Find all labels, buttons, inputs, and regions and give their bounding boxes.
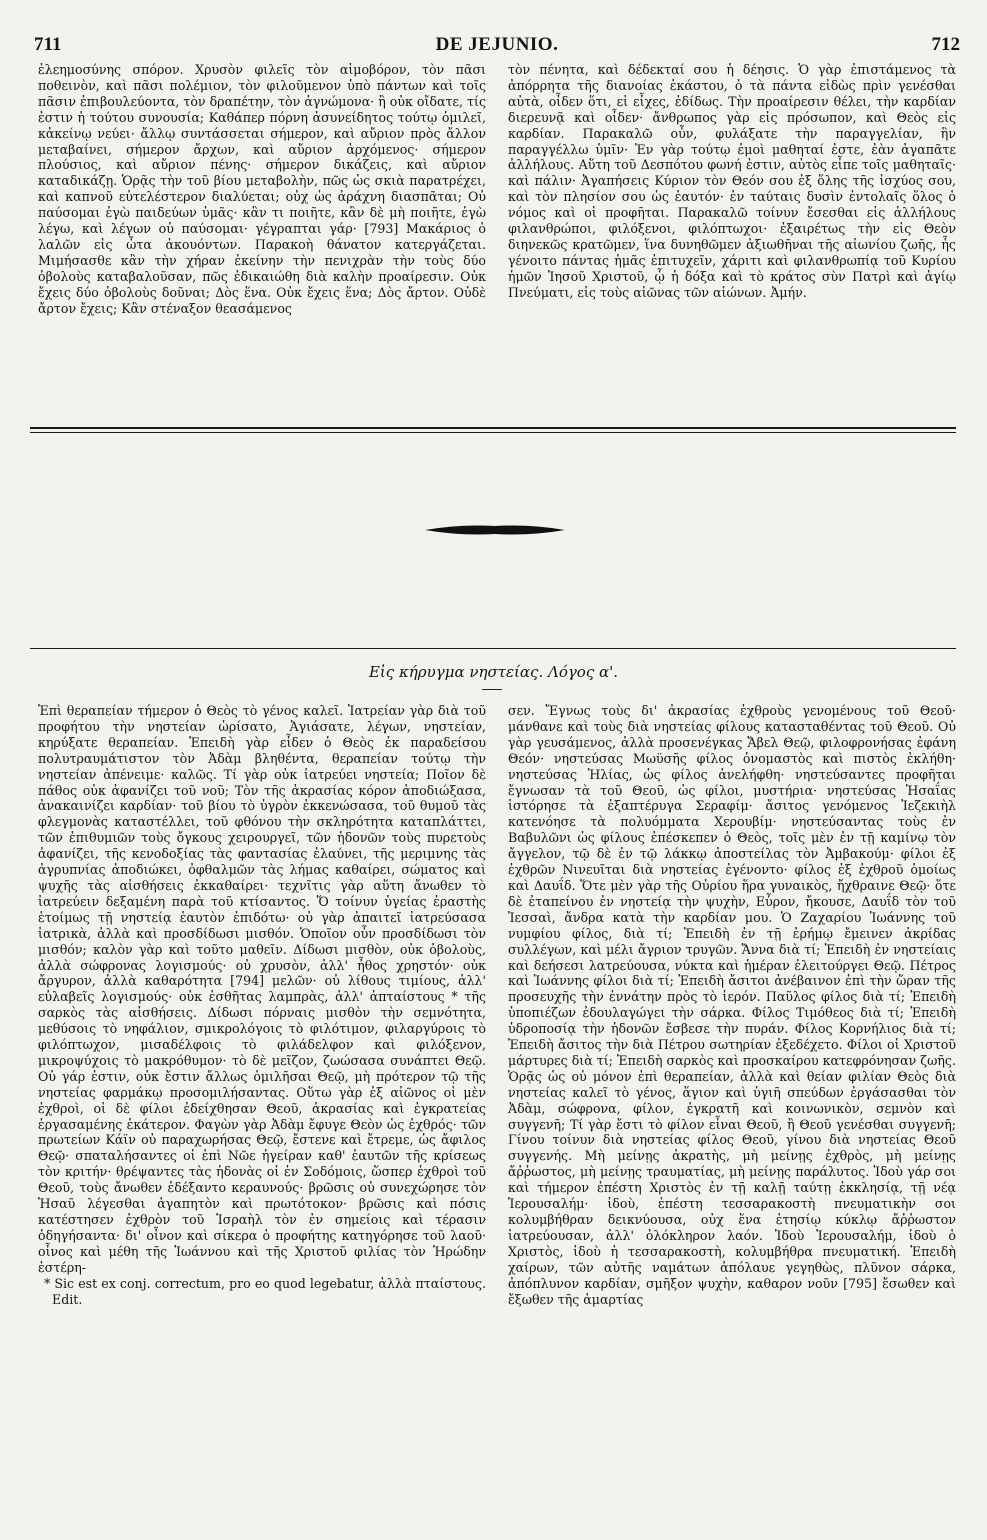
bottom-left-text: Ἐπὶ θεραπείαν τήμερον ὁ Θεὸς τὸ γένος καλεῖ. Ἰατρείαν γὰρ διὰ τοῦ προφήτου τὴν νηστείαν ὡρίσατο, Ἁγιάσατε, λέγων, νηστείαν, κηρύξατε θεραπείαν. Ἐπειδὴ γὰρ εἶδεν ὁ Θεὸς ἐκ παραδείσου πολυτραυμάτιστον τὸν Ἀδὰμ βληθέντα, θεραπείαν τούτῳ τὴν νηστείαν ἀπένειμε· καλῶς. Τί γὰρ οὐκ ἰατρεύει νηστεία; Ποῖον δὲ πάθος οὐκ ἀφανίζει τοῦ νοῦ; Τὸν τῆς ἀκρασίας κόρον ἀποδιώξασα, ἀνακαινίζει καρδίαν· τοῦ βίου τὸ ὑγρὸν ἐκκενώσασα, τοῦ θυμοῦ τὰς φλεγμονὰς καταστέλλει, τοῦ φθόνου τὴν σκληρότητα καταπλάττει, τῶν ἐπιθυμιῶν τοὺς ὄγκους χειρουργεῖ, τῶν ἡδονῶν τοὺς πυρετοὺς ἀφανίζει, τῆς κενοδοξίας τὰς φαντασίας ἐλαύνει, τῆς μεριμνης τὰς ἀγρυπνίας ἀποδιώκει, ὀφθαλμῶν τὰς λήμας καθαίρει, σώματος καὶ ψυχῆς τὰς αἰσθήσεις ἐκκαθαίρει· τεχνῖτις γὰρ αὕτη ἄνωθεν τὸ ἰατρεύειν δεξαμένη παρὰ τοῦ κτίσαντος. Ὅ τοίνυν ὑγείας ἐραστὴς ἑτοίμως τῇ νηστείᾳ ἑαυτὸν ἐπιδότω· οὐ γὰρ ἀπαιτεῖ ἰατρεύσασα ἰατρικὰ, ἀλλὰ καὶ προσδίδωσι μισθόν. Ὁποῖον οὖν προσδίδωσι τὸν μισθόν; καλὸν γὰρ καὶ τοῦτο μαθεῖν. Δίδωσι μισθὸν, οὐκ ὀβολοὺς, ἀλλὰ σώφρονας λογισμούς· οὐ χρυσὸν, ἀλλ' ἦθος χρηστόν· οὐκ ἄργυρον, ἀλλὰ καθαρότητα [794] μελῶν· οὐ λίθους τιμίους, ἀλλ' εὐλαβεῖς λογισμούς· οὐκ ἐσθῆτας λαμπρὰς, ἀλλ' ἀπταίστους * τῆς σαρκὸς τὰς αἰσθήσεις. Δίδωσι πόρναις μισθὸν τὴν σεμνότητα, μεθύσοις τὸ νηφάλιον, σμικρολόγοις τὸ φιλότιμον, φιλαργύροις τὸ φιλόπτωχον, μισαδέλφοις τὸ φιλάδελφον καὶ φιλόξενον, μικροψύχοις τὸ μακρόθυμον· τὸ δὲ μεῖζον, ζωώσασα συνάπτει Θεῷ. Οὐ γάρ ἐστιν, οὐκ ἔστιν ἄλλως ὁμιλῆσαι Θεῷ, μὴ πρότερον τῷ τῆς νηστείας φαρμάκῳ προσομιλήσαντας. Οὕτω γὰρ ἐξ αἰῶνος οἱ μὲν ἐχθροὶ, οἱ δὲ φίλοι ἐδείχθησαν Θεοῦ, ἀκρασίας καὶ ἐγκρατείας ἐργασαμένης ἑκάτερον. Φαγὼν γὰρ Ἀδὰμ ἔφυγε Θεὸν ὡς ἐχθρός· τῶν πρωτείων Κάϊν οὐ παραχωρήσας Θεῷ, ἔστενε καὶ ἔτρεμε, ὡς ἄφιλος Θεῷ· σπαταλήσαντες οἱ ἐπὶ Νῶε ἠγείραν καθ' ἑαυτῶν τῆς κρίσεως τὸν κριτήν· θρέψαντες τὰς ἡδονὰς οἱ ἐν Σοδόμοις, ὥσπερ ἐχθροὶ τοῦ Θεοῦ, τοὺς ἄνωθεν ἐδέξαντο κεραυνούς· βρῶσις οὐ συνεχώρησε τὸν Ἠσαῦ λέγεσθαι ἀγαπητὸν καὶ πρωτότοκον· βρῶσις καὶ πόσις κατέστησεν ἐχθρὸν τοῦ Ἰσραὴλ τὸν ἐν σημείοις καὶ τέρασιν ὁδηγήσαντα· δι' οἶνον καὶ σίκερα ὁ προφήτης κατηγόρησε τοῦ λαοῦ· οἶνος καὶ μέθη τῆς Ἰωάννου καὶ τῆς Χριστοῦ φιλίας τὸν Ἡρώδην ἐστέρη- (38, 703, 486, 1275)
page-number-right: 712 (931, 34, 960, 55)
running-title: DE JEJUNIO. (435, 34, 559, 55)
bottom-right-column (508, 703, 956, 1523)
ornament-divider (425, 523, 565, 537)
footnote: * Sic est ex conj. correctum, pro eo quod legebatur, ἀλλὰ πταίστους. Edit. (44, 1275, 486, 1307)
double-rule-bottom (30, 432, 956, 433)
bottom-right-text: σεν. Ἔγνως τοὺς δι' ἀκρασίας ἐχθροὺς γενομένους τοῦ Θεοῦ· μάνθανε καὶ τοὺς διὰ νηστείας φίλους κατασταθέντας τοῦ Θεοῦ. Οὐ γὰρ γευσάμενος, ἀλλὰ προσενέγκας Ἄβελ Θεῷ, φιλοφρονήσας ἐφάνη Θεόν· νηστεύσας Μωϋσῆς φίλος ὀνομαστὸς καὶ πιστὸς ἐκλήθη· νηστεύσας Ἠλίας, ὡς φίλος ἀνελήφθη· νηστεύσαντες προφῆται ἔγνωσαν τὰ τοῦ Θεοῦ, ὡς φίλοι, μυστήρια· νηστεύσας Ἡσαΐας ἱστόρησε τὰ ἑξαπτέρυγα Σεραφίμ· ἄσιτος γενόμενος Ἰεζεκιὴλ κατενόησε τὰ πολυόμματα Χερουβίμ· νηστεύσαντας τοὺς ἐν Βαβυλῶνι ὡς φίλους ἐπέσκεπεν ὁ Θεὸς, τοῖς μὲν ἐν τῇ καμίνῳ τὸν ἄγγελον, τῷ δὲ ἐν τῷ λάκκῳ ἀποστείλας τὸν Ἀμβακούμ· φίλοι ἐξ ἐχθρῶν Νινευῖται διὰ νηστείας ἐγένοντο· φίλος ἐξ ἐχθροῦ ὁμοίως καὶ Δαυΐδ. Ὅτε μὲν γὰρ τῆς Οὐρίου ἥρα γυναικὸς, ἤχθραινε Θεῷ· ὅτε δὲ ἐταπείνου ἐν νηστείᾳ τὴν ψυχὴν, Εὗρον, ἤκουσε, Δαυΐδ τὸν τοῦ Ἰεσσαὶ, ἄνδρα κατὰ τὴν καρδίαν μου. Ὁ Ζαχαρίου Ἰωάννης τοῦ νυμφίου φίλος, διὰ τί; Ἐπειδὴ ἐν τῇ ἐρήμῳ ἔμεινεν ἀκρίδας συλλέγων, καὶ μέλι ἄγριον τρυγῶν. Ἄννα διὰ τί; Ἐπειδὴ ἐν νηστείαις καὶ δεήσεσι λατρεύουσα, νύκτα καὶ ἡμέραν ἐλειτούργει Θεῷ. Πέτρος καὶ Ἰωάννης φίλοι διὰ τί; Ἐπειδὴ ἄσιτοι ἀνέβαινον ἐπὶ τὴν ὥραν τῆς προσευχῆς τὴν ἐννάτην πρὸς τὸ ἱερόν. Παῦλος φίλος διὰ τί; Ἐπειδὴ ὑποπιέζων ἐδουλαγώγει τὴν σάρκα. Φίλος Τιμόθεος διὰ τί; Ἐπειδὴ ὑδροποσίᾳ τὴν ἡδονῶν ἔσβεσε τὴν πυράν. Φίλος Κορνήλιος διὰ τί; Ἐπειδὴ ἄσιτος τὴν διὰ Πέτρου σωτηρίαν ἐξεδέχετο. Φίλοι οἱ Χριστοῦ μάρτυρες διὰ τί; Ἐπειδὴ σαρκὸς καὶ προσκαίρου κατεφρόνησαν ζωῆς. Ὁρᾷς ὡς οὐ μόνον ἐπὶ θεραπείαν, ἀλλὰ καὶ θείαν φιλίαν Θεὸς διὰ νηστείας καλεῖ τὸ γένος, ἅγιον καὶ ὑγιῆ σπεύδων ἐργάσασθαι τὸν Ἀδὰμ, σώφρονα, φίλον, ἐγκρατῆ καὶ κοινωνικὸν, σεμνὸν καὶ συγγενῆ; Τί γὰρ ἔστι τὸ φίλον εἶναι Θεοῦ, ἢ Θεοῦ γενέσθαι συγγενῆ; Γίνου τοίνυν διὰ νηστείας φίλος Θεοῦ, γίνου διὰ νηστείας Θεοῦ συγγενής. Μὴ μείνῃς ἀκρατὴς, μὴ μείνῃς ἐχθρὸς, μὴ μείνῃς ἄῤῥωστος, μὴ μείνῃς τραυματίας, μὴ μείνῃς παράλυτος. Ἰδοὺ γάρ σοι καὶ τήμερον ἐπέστη Χριστὸς ἐν τῇ καλῇ ταύτῃ ἐκκλησίᾳ, τῇ νέᾳ Ἱερουσαλήμ· ἰδοὺ, ἐπέστη τεσσαρακοστὴ πνευματικὴν σοι κολυμβήθραν δεικνύουσα, οὐχ ἕνα ἐτησίῳ κύκλῳ ἄῤῥωστον ἰατρεύουσαν, ἀλλ' ὁλόκληρον λαόν. Ἰδοὺ Ἱερουσαλήμ, ἰδοὺ ὁ Χριστὸς, ἰδοὺ ἡ τεσσαρακοστὴ, κολυμβήθρα πνευματική. Ἐπειδὴ χαίρων, τῶν αὐτῆς ναμάτων ἀπόλαυε γεγηθὼς, πλῦνον σάρκα, ἀπόπλυνον καρδίαν, σμῆξον ψυχὴν, καθαρον νοῦν [795] ἔσωθεν καὶ ἔξωθεν τῆς ἁμαρτίας (508, 703, 956, 1307)
top-left-text: ἐλεημοσύνης σπόρον. Χρυσὸν φιλεῖς τὸν αἱμοβόρον, τὸν πᾶσι ποθεινὸν, καὶ πᾶσι πολέμιον, τὸν φιλοῦμενον ὑπὸ πάντων καὶ τοῖς πᾶσιν ἐπιβουλεύοντα, τὸν δραπέτην, τὸν ἀγνώμονα· ἢ οὐκ οἴδατε, τίς ἐστιν ἡ τούτου συνουσία; Καθάπερ πόρνη ἀσυνείδητος τούτῳ ὁμιλεῖ, κἀκείνῳ νεύει· ἄλλῳ συντάσσεται σήμερον, καὶ αὔριον πρὸς ἄλλον μεταβαίνει, σήμερον ἄρχων, καὶ αὔριον ἀρχόμενος· σήμερον πλούσιος, καὶ αὔριον πένης· σήμερον δικάζεις, καὶ αὔριον καταδικάζῃ. Ὁρᾷς τὴν τοῦ βίου μεταβολὴν, πῶς ὡς σκιὰ παρατρέχει, καὶ καπνοῦ εὐτελέστερον διαλύεται; οὐχ ὡς ἀράχνη διασπᾶται; Οὐ παύσομαι ἐγὼ παιδεύων ὑμᾶς· κἂν τι ποιῆτε, κἂν δὲ μὴ ποιῆτε, ἐγὼ λέγω, καὶ λέγων οὐ παύσομαι· γέγραπται γάρ· [793] Μακάριος ὁ λαλῶν εἰς ὦτα ἀκουόντων. Παρακοὴ θάνατον κατεργάζεται. Μιμήσασθε κἂν τὴν χήραν ἐκείνην τὴν πενιχρὰν τὴν τοὺς δύο ὀβολοὺς καταβαλοῦσαν, πῶς ἐδικαιώθη διὰ καλὴν προαίρεσιν. Οὐκ ἔχεις δύο ὀβολοὺς δοῦναι; Δὸς ἕνα. Οὐκ ἔχεις ἕνα; Δὸς ἄρτον. Οὐδὲ ἄρτον ἔχεις; Κἂν στέναξον θεασάμενος (38, 62, 486, 316)
section-title: Εἰς κήρυγμα νηστείας. Λόγος α'. (368, 663, 619, 681)
top-right-text: τὸν πένητα, καὶ δέδεκταί σου ἡ δέησις. Ὁ γὰρ ἐπιστάμενος τὰ ἀπόρρητα τῆς διανοίας ἑκάστου, ὁ τὰ πάντα εἰδὼς πρὶν γενέσθαι αὐτὰ, οἶδεν ὅτι, εἰ εἶχες, ἐδίδως. Τὴν προαίρεσιν θέλει, τὴν καρδίαν διερευνᾷ καὶ οἶδεν· ἄνθρωπος γὰρ εἰς πρόσωπον, καὶ Θεὸς εἰς καρδίαν. Παρακαλῶ οὖν, φυλάξατε τὴν παραγγελίαν, ἣν παραγγέλλω ὑμῖν· Ἐν γὰρ τούτῳ ἐμοὶ μαθηταί ἐστε, ἐὰν ἀγαπᾶτε ἀλλήλους. Αὕτη τοῦ Δεσπότου φωνή ἐστιν, αὐτὸς εἶπε τοῖς μαθηταῖς· καὶ πάλιν· Ἀγαπήσεις Κύριον τὸν Θεόν σου ἐξ ὅλης τῆς ἰσχύος σου, καὶ τὸν πλησίον σου ὡς ἑαυτόν· ἐν ταύταις δυσὶν ἐντολαῖς ὅλος ὁ νόμος καὶ οἱ προφῆται. Παρακαλῶ τοίνυν ἔσεσθαι εἰς ἀλλήλους φιλανθρώποι, φιλόξενοι, φιλόπτωχοι· ἐξαιρέτως τὴν εἰς Θεὸν διηνεκῶς κρατῶμεν, ἵνα δυνηθῶμεν ἀξιωθῆναι τῆς αἰωνίου ζωῆς, ἧς γένοιτο πάντας ἡμᾶς ἐπιτυχεῖν, χάριτι καὶ φιλανθρωπίᾳ τοῦ Κυρίου ἡμῶν Ἰησοῦ Χριστοῦ, ᾧ ἡ δόξα καὶ τὸ κράτος σὺν Πατρὶ καὶ ἁγίῳ Πνεύματι, εἰς τοὺς αἰῶνας τῶν αἰώνων. Ἀμήν. (508, 62, 956, 300)
page-header (34, 34, 960, 56)
title-dash (482, 689, 502, 690)
bottom-columns (38, 703, 956, 1523)
top-columns (38, 62, 956, 402)
page-number-left: 711 (34, 34, 62, 55)
top-right-column (508, 62, 956, 402)
top-left-column (38, 62, 486, 402)
section-rule (30, 648, 956, 649)
double-rule-top (30, 427, 956, 429)
bottom-left-column (38, 703, 486, 1523)
